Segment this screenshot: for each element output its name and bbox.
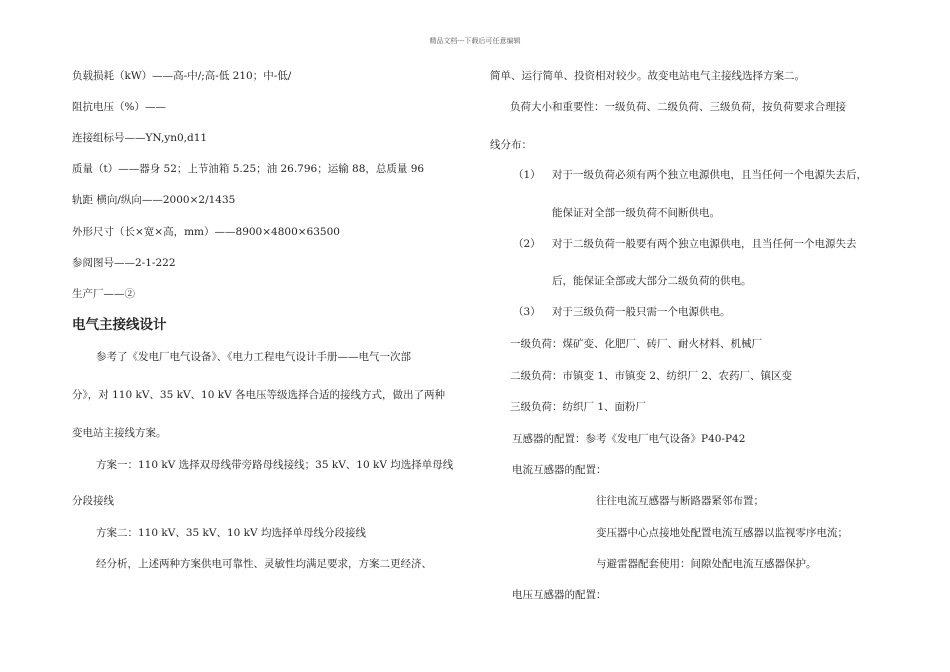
load-importance-line-1: 负荷大小和重要性：一级负荷、二级负荷、三级负荷，按负荷要求合理接 [510, 101, 846, 113]
section-title: 电气主接线设计 [72, 317, 167, 333]
current-transformer-item-2: 变压器中心点接地处配置电流互感器以监视零序电流； [596, 527, 848, 539]
list-item-3-number: （3） [513, 306, 541, 318]
spec-dimensions: 外形尺寸（长×宽×高，mm）——8900×4800×63500 [72, 226, 340, 238]
list-item-2-continuation: 后，能保证全部或大部分二级负荷的供电。 [552, 275, 752, 287]
voltage-transformer-title: 电压互感器的配置： [512, 589, 607, 601]
current-transformer-item-1: 往往电流互感器与断路器紧邻布置； [596, 495, 764, 507]
list-item-1-continuation: 能保证对全部一级负荷不间断供电。 [552, 207, 720, 219]
list-item-1-number: （1） [513, 169, 541, 181]
spec-connection-group: 连接组标号——YN,yn0,d11 [72, 132, 208, 144]
spec-impedance-voltage: 阻抗电压（%）—— [72, 101, 166, 113]
current-transformer-title: 电流互感器的配置： [512, 464, 607, 476]
spec-manufacturer: 生产厂——② [72, 288, 135, 300]
spec-mass: 质量（t）——器身 52；上节油箱 5.25；油 26.796；运输 88，总质量 96 [72, 163, 425, 175]
analysis-line: 经分析，上述两种方案供电可靠性、灵敏性均满足要求，方案二更经济、 [96, 558, 432, 570]
third-class-loads: 三级负荷：纺织厂 1、面粉厂 [510, 401, 647, 413]
list-item-2-number: （2） [513, 238, 541, 250]
scheme-two: 方案二：110 kV、35 kV、10 kV 均选择单母线分段接线 [96, 527, 366, 539]
page-header: 精品文档---下载后可任意编辑 [429, 37, 521, 45]
spec-load-loss: 负载损耗（kW）——高-中/;高-低 210；中-低/ [72, 70, 292, 82]
conclusion-line: 简单、运行简单、投资相对较少。故变电站电气主接线选择方案二。 [490, 70, 805, 82]
body-paragraph-line-3: 变电站主接线方案。 [72, 427, 167, 439]
body-paragraph-line-2: 分》，对 110 kV、35 kV、10 kV 各电压等级选择合适的接线方式，做出了两种 [72, 389, 446, 401]
current-transformer-item-3: 与避雷器配套使用：间隙处配电流互感器保护。 [596, 558, 817, 570]
body-paragraph-line-1: 参考了《发电厂电气设备》、《电力工程电气设计手册——电气一次部 [96, 351, 411, 363]
scheme-one-line-2: 分段接线 [72, 495, 114, 507]
list-item-3-text: 对于三级负荷一般只需一个电源供电。 [552, 306, 731, 318]
spec-reference-drawing: 参阅图号——2-1-222 [72, 257, 176, 269]
list-item-2-text: 对于二级负荷一般要有两个独立电源供电，且当任何一个电源失去 [552, 238, 857, 250]
list-item-1-text: 对于一级负荷必须有两个独立电源供电，且当任何一个电源失去后， [552, 169, 867, 181]
scheme-one-line-1: 方案一：110 kV 选择双母线带旁路母线接线；35 kV、10 kV 均选择单母线 [96, 459, 454, 471]
load-importance-line-2: 线分布： [490, 139, 532, 151]
spec-track-gauge: 轨距 横向/纵向——2000×2/1435 [72, 194, 236, 206]
second-class-loads: 二级负荷：市镇变 1、市镇变 2、纺织厂 2、农药厂、镇区变 [510, 370, 793, 382]
transformer-config: 互感器的配置：参考《发电厂电气设备》P40-P42 [512, 433, 746, 445]
first-class-loads: 一级负荷：煤矿变、化肥厂、砖厂、耐火材料、机械厂 [510, 338, 762, 350]
